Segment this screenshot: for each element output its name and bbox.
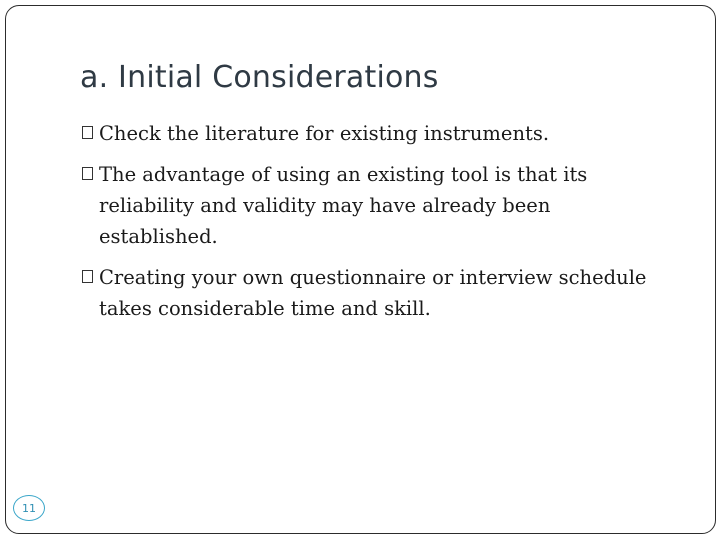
list-item <box>82 262 662 324</box>
square-bullet-icon <box>82 126 93 139</box>
bullet-text: The advantage of using an existing tool is that its reliability and validity may have already been established. <box>99 163 588 248</box>
square-bullet-icon <box>82 167 93 180</box>
slide-title: a. Initial Considerations <box>80 60 439 95</box>
slide-number: 11 <box>22 501 36 515</box>
bullet-list <box>82 118 662 334</box>
list-item <box>82 118 662 149</box>
bullet-text: Check the literature for existing instruments. <box>99 122 550 145</box>
bullet-text: Creating your own questionnaire or interview schedule takes considerable time and skill. <box>99 266 647 320</box>
list-item <box>82 159 662 252</box>
square-bullet-icon <box>82 270 93 283</box>
slide-number-badge <box>13 495 45 521</box>
